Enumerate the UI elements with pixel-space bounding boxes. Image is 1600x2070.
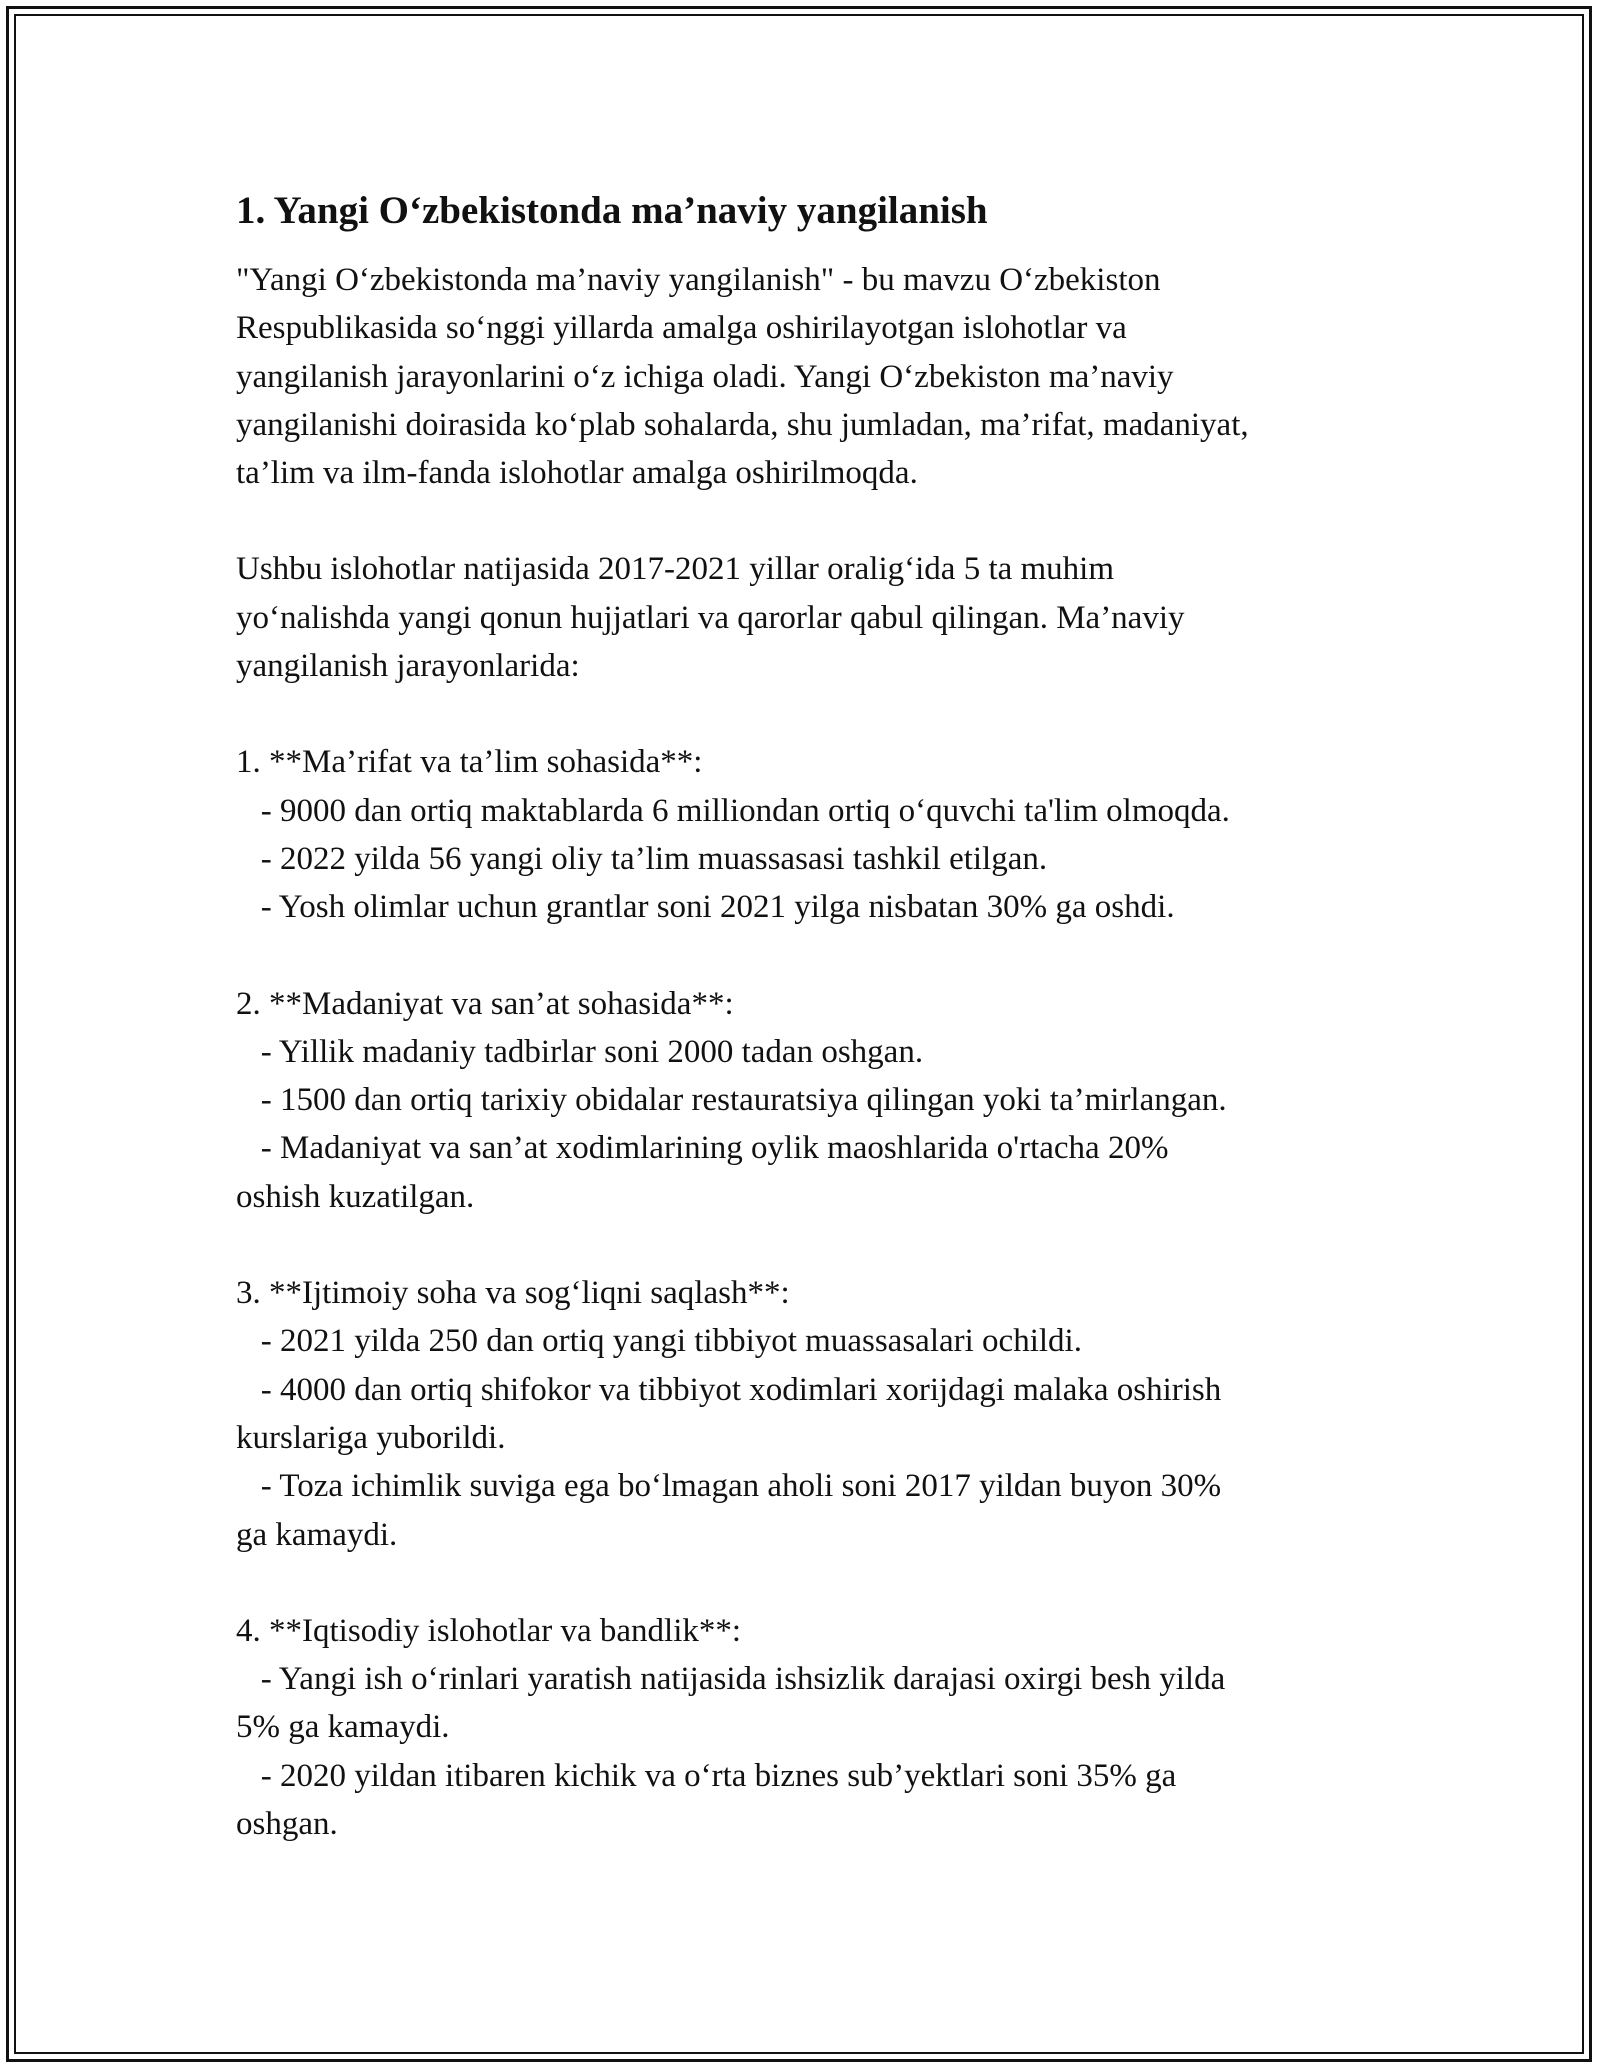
- list-item: - 2021 yilda 250 dan ortiq yangi tibbiyot muassasalari ochildi.: [236, 1323, 1082, 1360]
- intro-paragraph: "Yangi O‘zbekistonda ma’naviy yangilanish" - bu mavzu O‘zbekiston Respublikasida so‘nggi yillarda amalga oshirilayotgan islohotlar va yangilanish jarayonlarini o‘z ichiga oladi. Yangi O‘zbekiston ma’naviy yangilanishi doirasida ko‘plab sohalarda, shu jumladan, ma’rifat, madaniyat, ta’lim va ilm-fanda islohotlar amalga oshirilmoqda.: [236, 262, 1249, 492]
- list-item: - 2022 yilda 56 yangi oliy ta’lim muassasasi tashkil etilgan.: [236, 840, 1048, 877]
- section-title: 1. **Ma’rifat va ta’lim sohasida**:: [236, 744, 703, 781]
- section-culture-art: [236, 980, 1376, 1221]
- list-item: - Madaniyat va san’at xodimlarining oylik maoshlarida o'rtacha 20% oshish kuzatilgan.: [236, 1130, 1169, 1215]
- list-item: - 9000 dan ortiq maktablarda 6 milliondan ortiq o‘quvchi ta'lim olmoqda.: [236, 792, 1230, 829]
- document-body: [236, 186, 1376, 1896]
- list-item: - Yillik madaniy tadbirlar soni 2000 tadan oshgan.: [236, 1033, 924, 1070]
- list-item: - 2020 yildan itibaren kichik va o‘rta biznes sub’yektlari soni 35% ga oshgan.: [236, 1757, 1177, 1843]
- section-title: 3. **Ijtimoiy soha va sog‘liqni saqlash**:: [236, 1275, 790, 1312]
- section-economy-employment: [236, 1607, 1376, 1848]
- document-heading: 1. Yangi O‘zbekistonda ma’naviy yangilanish: [236, 189, 988, 232]
- list-item: - Toza ichimlik suviga ega bo‘lmagan aholi soni 2017 yildan buyon 30% ga kamaydi.: [236, 1468, 1222, 1553]
- section-title: 4. **Iqtisodiy islohotlar va bandlik**:: [236, 1612, 742, 1649]
- list-item: - Yangi ish o‘rinlari yaratish natijasida ishsizlik darajasi oxirgi besh yilda 5% ga kamaydi.: [236, 1661, 1226, 1746]
- section-social-health: [236, 1269, 1376, 1559]
- section-title: 2. **Madaniyat va san’at sohasida**:: [236, 985, 734, 1022]
- summary-paragraph: Ushbu islohotlar natijasida 2017-2021 yillar oralig‘ida 5 ta muhim yo‘nalishda yangi qonun hujjatlari va qarorlar qabul qilingan. Ma’naviy yangilanish jarayonlarida:: [236, 551, 1185, 685]
- section-enlightenment-education: [236, 738, 1376, 931]
- list-item: - Yosh olimlar uchun grantlar soni 2021 yilga nisbatan 30% ga oshdi.: [236, 889, 1175, 926]
- list-item: - 4000 dan ortiq shifokor va tibbiyot xodimlari xorijdagi malaka oshirish kurslariga yuborildi.: [236, 1371, 1222, 1456]
- list-item: - 1500 dan ortiq tarixiy obidalar restauratsiya qilingan yoki ta’mirlangan.: [236, 1082, 1227, 1119]
